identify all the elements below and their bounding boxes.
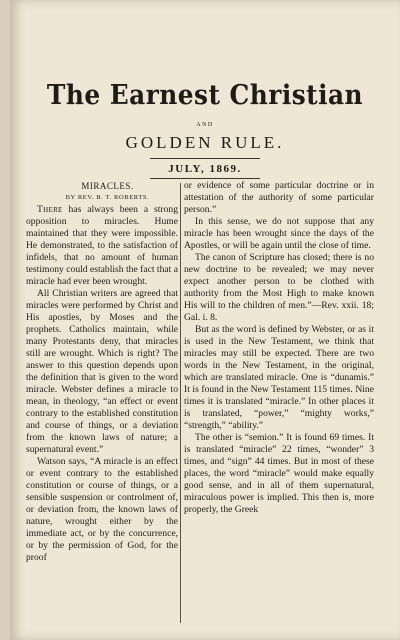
page-margin-strip: [0, 0, 10, 640]
paragraph-6: The canon of Scripture has closed; there is no new doctrine to be revealed; we may never expect another person to be clothed with authority from the Most High to make known His will to the children of men.”—Rev. xxii. 18; Gal. i. 8.: [184, 252, 374, 323]
paragraph-5: In this sense, we do not suppose that any miracle has been wrought since the days of the Apostles, or will be again until the close of time.: [184, 216, 374, 251]
journal-page: [10, 0, 400, 640]
date-rule-top: [150, 158, 260, 159]
paragraph-1-lead: There: [37, 204, 63, 215]
article-byline: BY REV. B. T. ROBERTS.: [65, 194, 150, 201]
paragraph-1-body: has always been a strong opposition to miracles. Hume maintained that they were impossible. He demonstrated, to the satisfaction of infidels, that no amount of human testimony could establish the fact that a miracle had ever been wrought.: [26, 204, 178, 287]
paragraph-4: or evidence of some particular doctrine or in attestation of the authority of some particular person.”: [184, 180, 374, 215]
paragraph-7: But as the word is defined by Webster, or as it is used in the New Testament, we think that miracles may still be expected. There are two words in the New Testament, in the original, which are translated miracle. One is “dunamis.” It is found in the New Testament 115 times. Nine times it is translated “miracle.” In other places it is translated, “power,” “mighty works,” “strength,” “ability.”: [184, 324, 374, 431]
journal-title: The Earnest Christian: [46, 80, 364, 111]
column-right: [184, 180, 374, 516]
paragraph-8: The other is “semion.” It is found 69 times. It is translated “miracle” 22 times, “wonder” 3 times, and “sign” 44 times. But in most of these places, the word “miracle” would make equally good sense, and in all of them supernatural, miraculous power is implied. This then is, more properly, the Greek: [184, 432, 374, 515]
issue-date: JULY, 1869.: [168, 163, 242, 175]
journal-subtitle: GOLDEN RULE.: [125, 133, 285, 152]
paragraph-3: Watson says, “A miracle is an effect or event contrary to the established constitution or course of things, or a sensible suspension or controlment of, or deviation from, the known laws of nature, wrought either by the immediate act, or by the concurrence, or by the permission of God, for the proof: [26, 456, 178, 563]
article-title: MIRACLES.: [81, 181, 134, 191]
paragraph-2: All Christian writers are agreed that miracles were performed by Christ and His apostles, by Moses and the prophets. Catholics maintain, while many Protestants deny, that miracles still are wrought. Which is right? The answer to this question depends upon the definition that is given to the word miracle. Webster defines a miracle to mean, in theology, “an effect or event contrary to the established constitution and course of things, or a deviation from the known laws of nature; a supernatural event.”: [26, 288, 178, 455]
paragraph-1: [26, 204, 178, 288]
date-rule-bottom: [150, 178, 260, 179]
column-left: [26, 180, 178, 564]
journal-and: AND: [196, 122, 214, 128]
column-divider: [180, 183, 181, 623]
